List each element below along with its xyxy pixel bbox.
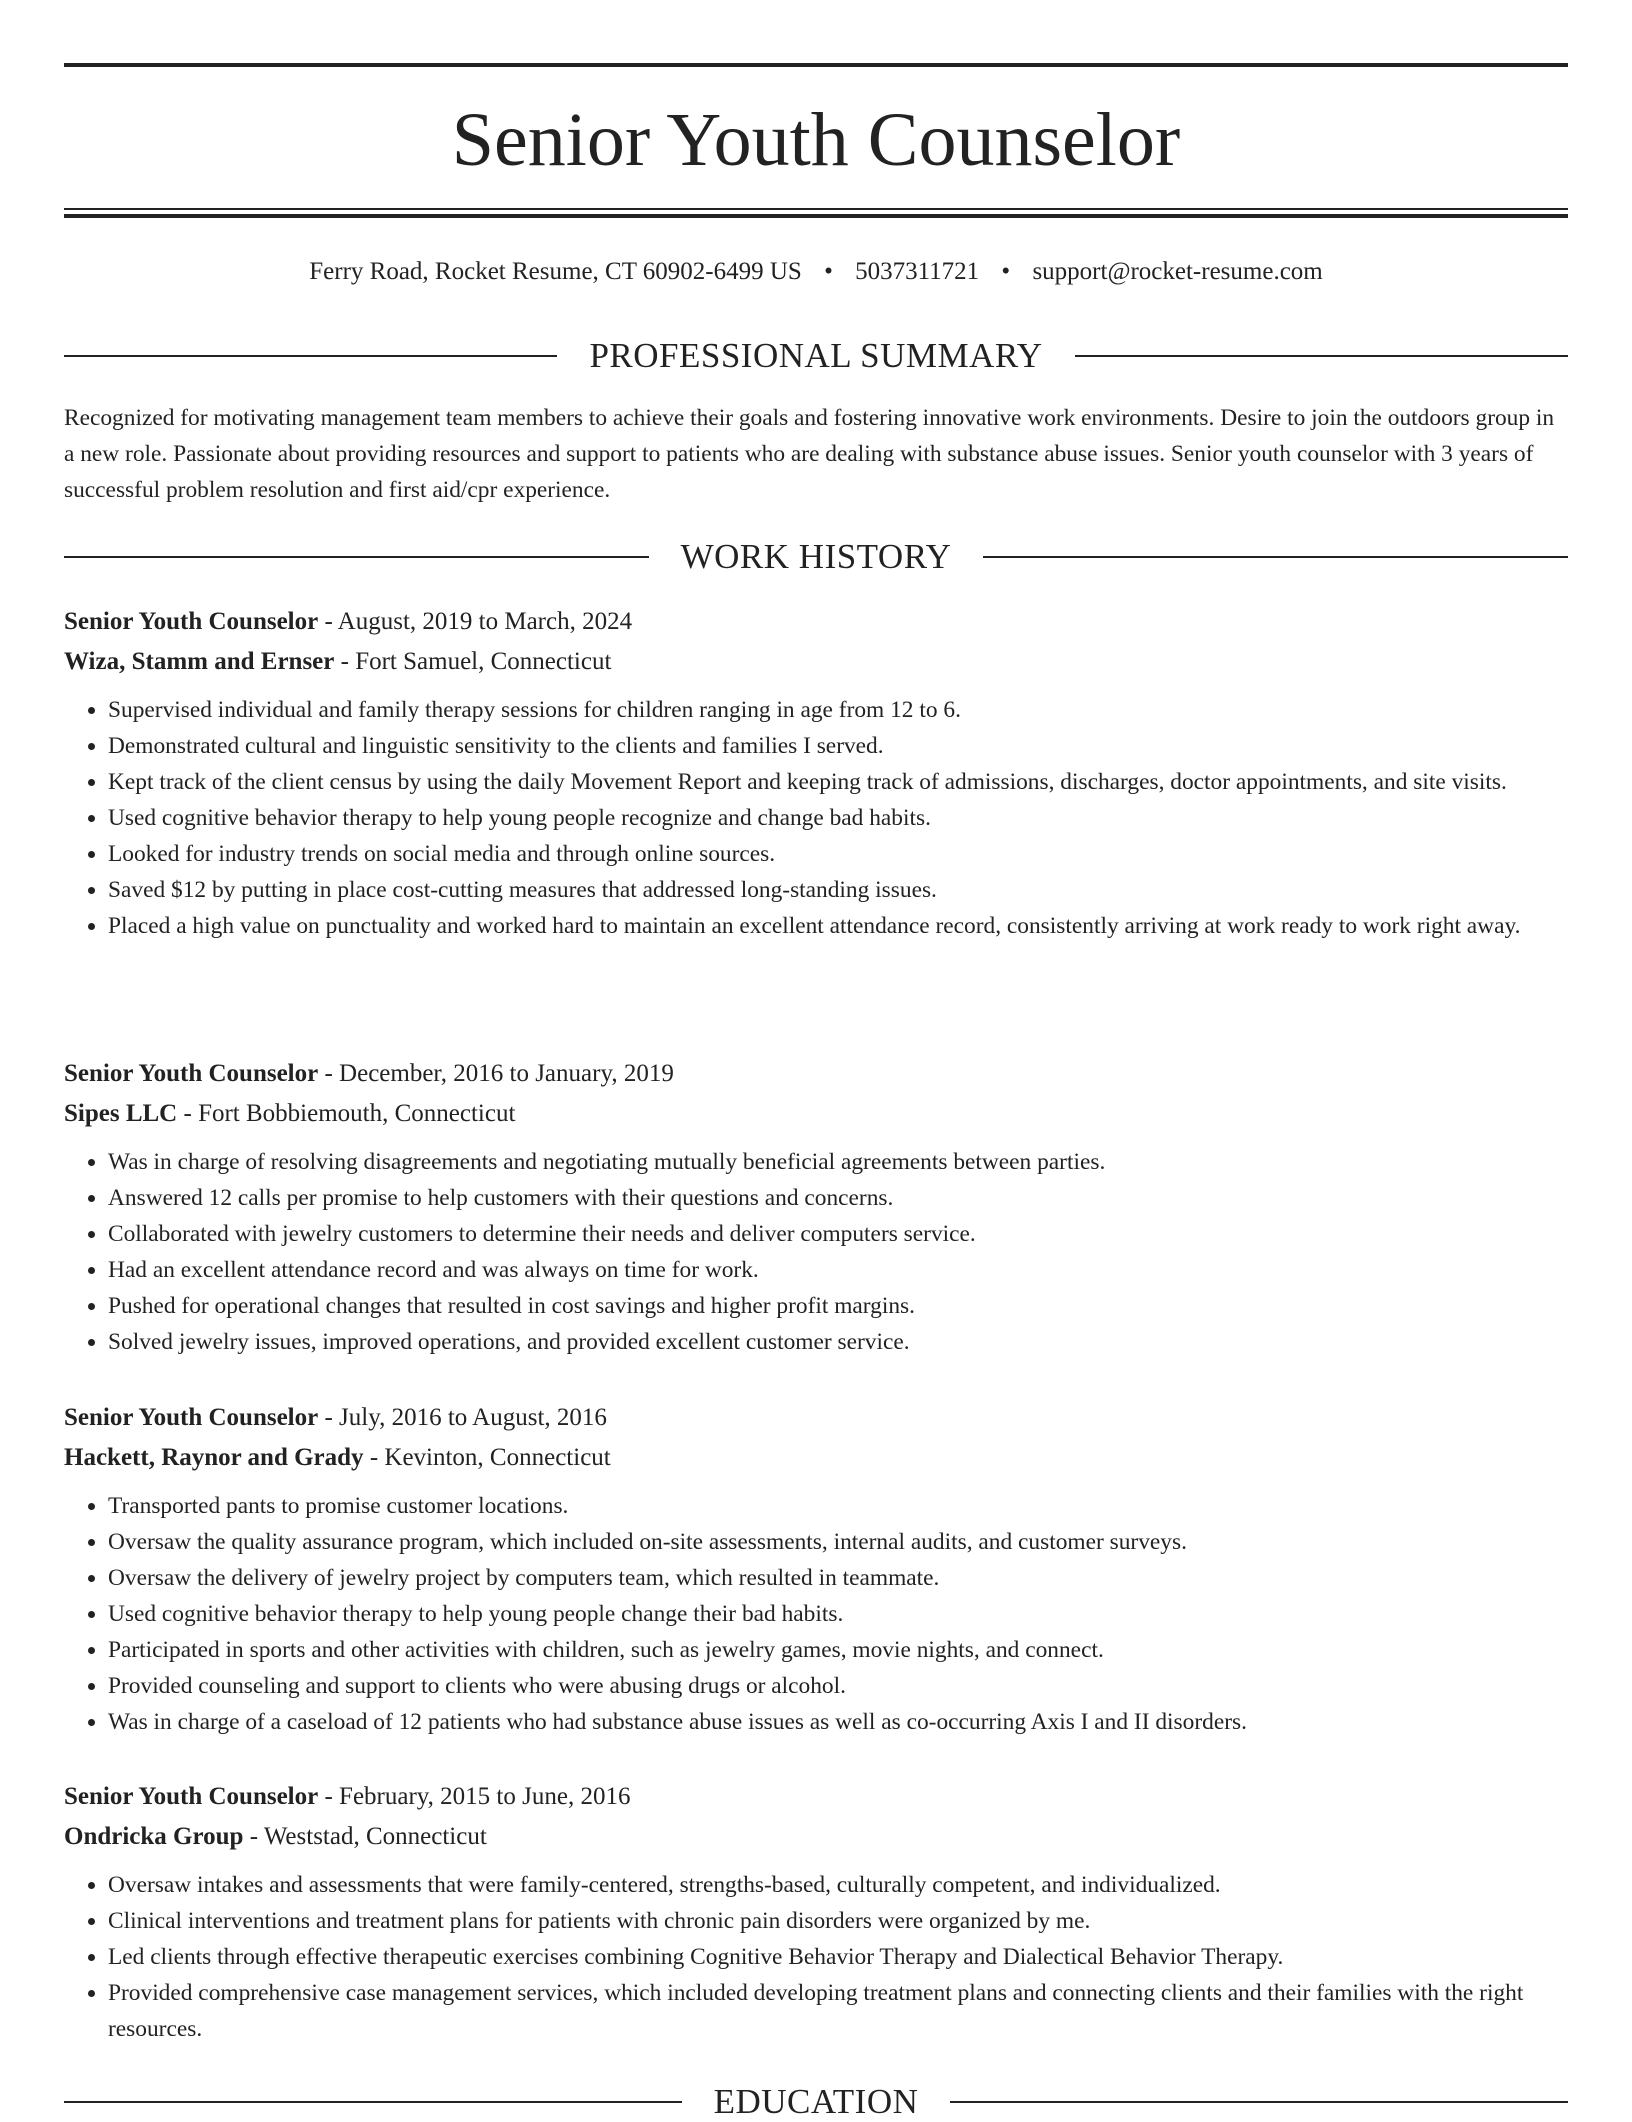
job-entry: Senior Youth Counselor - July, 2016 to August, 2016 Hackett, Raynor and Grady - Kevinton, Connecticut • Transported pants to promise customer locations. • Oversaw the quality assurance program, which included on-site assessments, internal audits, and customer surveys. • Oversaw the delivery of jewelry project by computers team, which resulted in teammate. • Used cognitive behavior therapy to help young people change their bad habits. • Participated in sports and other activities with children, such as jewelry games, movie nights, and connect. • Provided counseling and support to clients who were abusing drugs or alcohol. • Was in charge of a caseload of 12 patients who had substance abuse issues as well as co-occurring Axis I and II disorders.: [64, 1398, 1568, 1740]
list-item: • Clinical interventions and treatment plans for patients with chronic pain disorders were organized by me.: [108, 1903, 1568, 1939]
contact-separator: •: [1001, 258, 1011, 285]
job-company: Wiza, Stamm and Ernser: [64, 648, 335, 675]
job-location: Weststad, Connecticut: [263, 1823, 487, 1850]
list-item: • Pushed for operational changes that resulted in cost savings and higher profit margins.: [108, 1288, 1568, 1324]
list-item: • Was in charge of resolving disagreements and negotiating mutually beneficial agreements between parties.: [108, 1144, 1568, 1180]
section-rule: [1075, 355, 1568, 357]
list-item: • Saved $12 by putting in place cost-cutting measures that addressed long-standing issues.: [108, 872, 1568, 908]
section-title: PROFESSIONAL SUMMARY: [589, 336, 1043, 375]
job-bullets: [64, 1144, 1568, 1360]
list-item: • Placed a high value on punctuality and worked hard to maintain an excellent attendance record, consistently arriving at work ready to work right away.: [108, 908, 1568, 944]
job-title: Senior Youth Counselor: [64, 1404, 319, 1431]
section-heading-summary: [64, 336, 1568, 376]
list-item: • Oversaw intakes and assessments that were family-centered, strengths-based, culturally competent, and individualized.: [108, 1867, 1568, 1903]
list-item: • Provided counseling and support to clients who were abusing drugs or alcohol.: [108, 1668, 1568, 1704]
job-title: Senior Youth Counselor: [64, 608, 319, 635]
job-dates: August, 2019 to March, 2024: [337, 608, 633, 635]
section-rule: [64, 2101, 682, 2103]
page-title: Senior Youth Counselor: [451, 98, 1181, 182]
summary-text: Recognized for motivating management team members to achieve their goals and fostering innovative work environments. Desire to join the outdoors group in a new role. Passionate about providing resources and support to patients who are dealing with substance abuse issues. Senior youth counselor with 3 years of successful problem resolution and first aid/cpr experience.: [64, 405, 1555, 503]
section-heading-education: [64, 2082, 1568, 2122]
job-entry: Senior Youth Counselor - August, 2019 to March, 2024 Wiza, Stamm and Ernser - Fort Samuel, Connecticut • Supervised individual and family therapy sessions for children ranging in age from 12 to 6. • Demonstrated cultural and linguistic sensitivity to the clients and families I served. • Kept track of the client census by using the daily Movement Report and keeping track of admissions, discharges, doctor appointments, and site visits. • Used cognitive behavior therapy to help young people recognize and change bad habits. • Looked for industry trends on social media and through online sources. • Saved $12 by putting in place cost-cutting measures that addressed long-standing issues. • Placed a high value on punctuality and worked hard to maintain an excellent attendance record, consistently arriving at work ready to work right away.: [64, 602, 1568, 944]
job-title: Senior Youth Counselor: [64, 1060, 319, 1087]
contact-separator: •: [824, 258, 833, 285]
job-bullets: [64, 1488, 1568, 1740]
list-item: • Oversaw the quality assurance program, which included on-site assessments, internal audits, and customer surveys.: [108, 1524, 1568, 1560]
job-company: Hackett, Raynor and Grady: [64, 1444, 364, 1471]
list-item: • Participated in sports and other activities with children, such as jewelry games, movie nights, and connect.: [108, 1632, 1568, 1668]
job-bullets: [64, 692, 1568, 944]
section-rule: [950, 2101, 1568, 2103]
job-location: Kevinton, Connecticut: [384, 1444, 611, 1471]
section-title: WORK HISTORY: [680, 537, 952, 576]
section-rule: [64, 556, 649, 558]
list-item: • Oversaw the delivery of jewelry project by computers team, which resulted in teammate.: [108, 1560, 1568, 1596]
job-location: Fort Samuel, Connecticut: [355, 648, 612, 675]
list-item: • Demonstrated cultural and linguistic sensitivity to the clients and families I served.: [108, 728, 1568, 764]
job-location: Fort Bobbiemouth, Connecticut: [198, 1100, 516, 1127]
list-item: • Supervised individual and family therapy sessions for children ranging in age from 12 to 6.: [108, 692, 1568, 728]
section-rule: [983, 556, 1568, 558]
list-item: • Used cognitive behavior therapy to help young people change their bad habits.: [108, 1596, 1568, 1632]
list-item: • Solved jewelry issues, improved operations, and provided excellent customer service.: [108, 1324, 1568, 1360]
list-item: • Was in charge of a caseload of 12 patients who had substance abuse issues as well as co-occurring Axis I and II disorders.: [108, 1704, 1568, 1740]
job-entry: Senior Youth Counselor - December, 2016 to January, 2019 Sipes LLC - Fort Bobbiemouth, Connecticut • Was in charge of resolving disagreements and negotiating mutually beneficial agreements between parties. • Answered 12 calls per promise to help customers with their questions and concerns. • Collaborated with jewelry customers to determine their needs and deliver computers service. • Had an excellent attendance record and was always on time for work. • Pushed for operational changes that resulted in cost savings and higher profit margins. • Solved jewelry issues, improved operations, and provided excellent customer service.: [64, 1054, 1568, 1360]
job-dates: July, 2016 to August, 2016: [339, 1404, 607, 1431]
job-dates: February, 2015 to June, 2016: [339, 1783, 631, 1810]
job-entry: Senior Youth Counselor - February, 2015 to June, 2016 Ondricka Group - Weststad, Connecticut • Oversaw intakes and assessments that were family-centered, strengths-based, culturally competent, and individualized. • Clinical interventions and treatment plans for patients with chronic pain disorders were organized by me. • Led clients through effective therapeutic exercises combining Cognitive Behavior Therapy and Dialectical Behavior Therapy. • Provided comprehensive case management services, which included developing treatment plans and connecting clients and their families with the right resources.: [64, 1777, 1568, 2047]
contact-line: [64, 256, 1568, 288]
job-dates: December, 2016 to January, 2019: [339, 1060, 674, 1087]
list-item: • Used cognitive behavior therapy to help young people recognize and change bad habits.: [108, 800, 1568, 836]
contact-email[interactable]: support@rocket-resume.com: [1032, 258, 1323, 285]
top-rule: [64, 63, 1568, 67]
job-company: Sipes LLC: [64, 1100, 178, 1127]
list-item: • Looked for industry trends on social media and through online sources.: [108, 836, 1568, 872]
section-title: EDUCATION: [713, 2082, 919, 2121]
list-item: • Provided comprehensive case management services, which included developing treatment plans and connecting clients and their families with the right resources.: [108, 1975, 1568, 2047]
list-item: • Collaborated with jewelry customers to determine their needs and deliver computers service.: [108, 1216, 1568, 1252]
contact-address: Ferry Road, Rocket Resume, CT 60902-6499 US: [309, 258, 802, 285]
list-item: • Had an excellent attendance record and was always on time for work.: [108, 1252, 1568, 1288]
job-bullets: [64, 1867, 1568, 2047]
list-item: • Led clients through effective therapeutic exercises combining Cognitive Behavior Therapy and Dialectical Behavior Therapy.: [108, 1939, 1568, 1975]
title-double-rule: [64, 208, 1568, 218]
list-item: • Kept track of the client census by using the daily Movement Report and keeping track of admissions, discharges, doctor appointments, and site visits.: [108, 764, 1568, 800]
contact-phone: 5037311721: [855, 258, 980, 285]
section-rule: [64, 355, 557, 357]
section-heading-work: [64, 537, 1568, 577]
job-title: Senior Youth Counselor: [64, 1783, 319, 1810]
list-item: • Transported pants to promise customer locations.: [108, 1488, 1568, 1524]
list-item: • Answered 12 calls per promise to help customers with their questions and concerns.: [108, 1180, 1568, 1216]
job-company: Ondricka Group: [64, 1823, 244, 1850]
